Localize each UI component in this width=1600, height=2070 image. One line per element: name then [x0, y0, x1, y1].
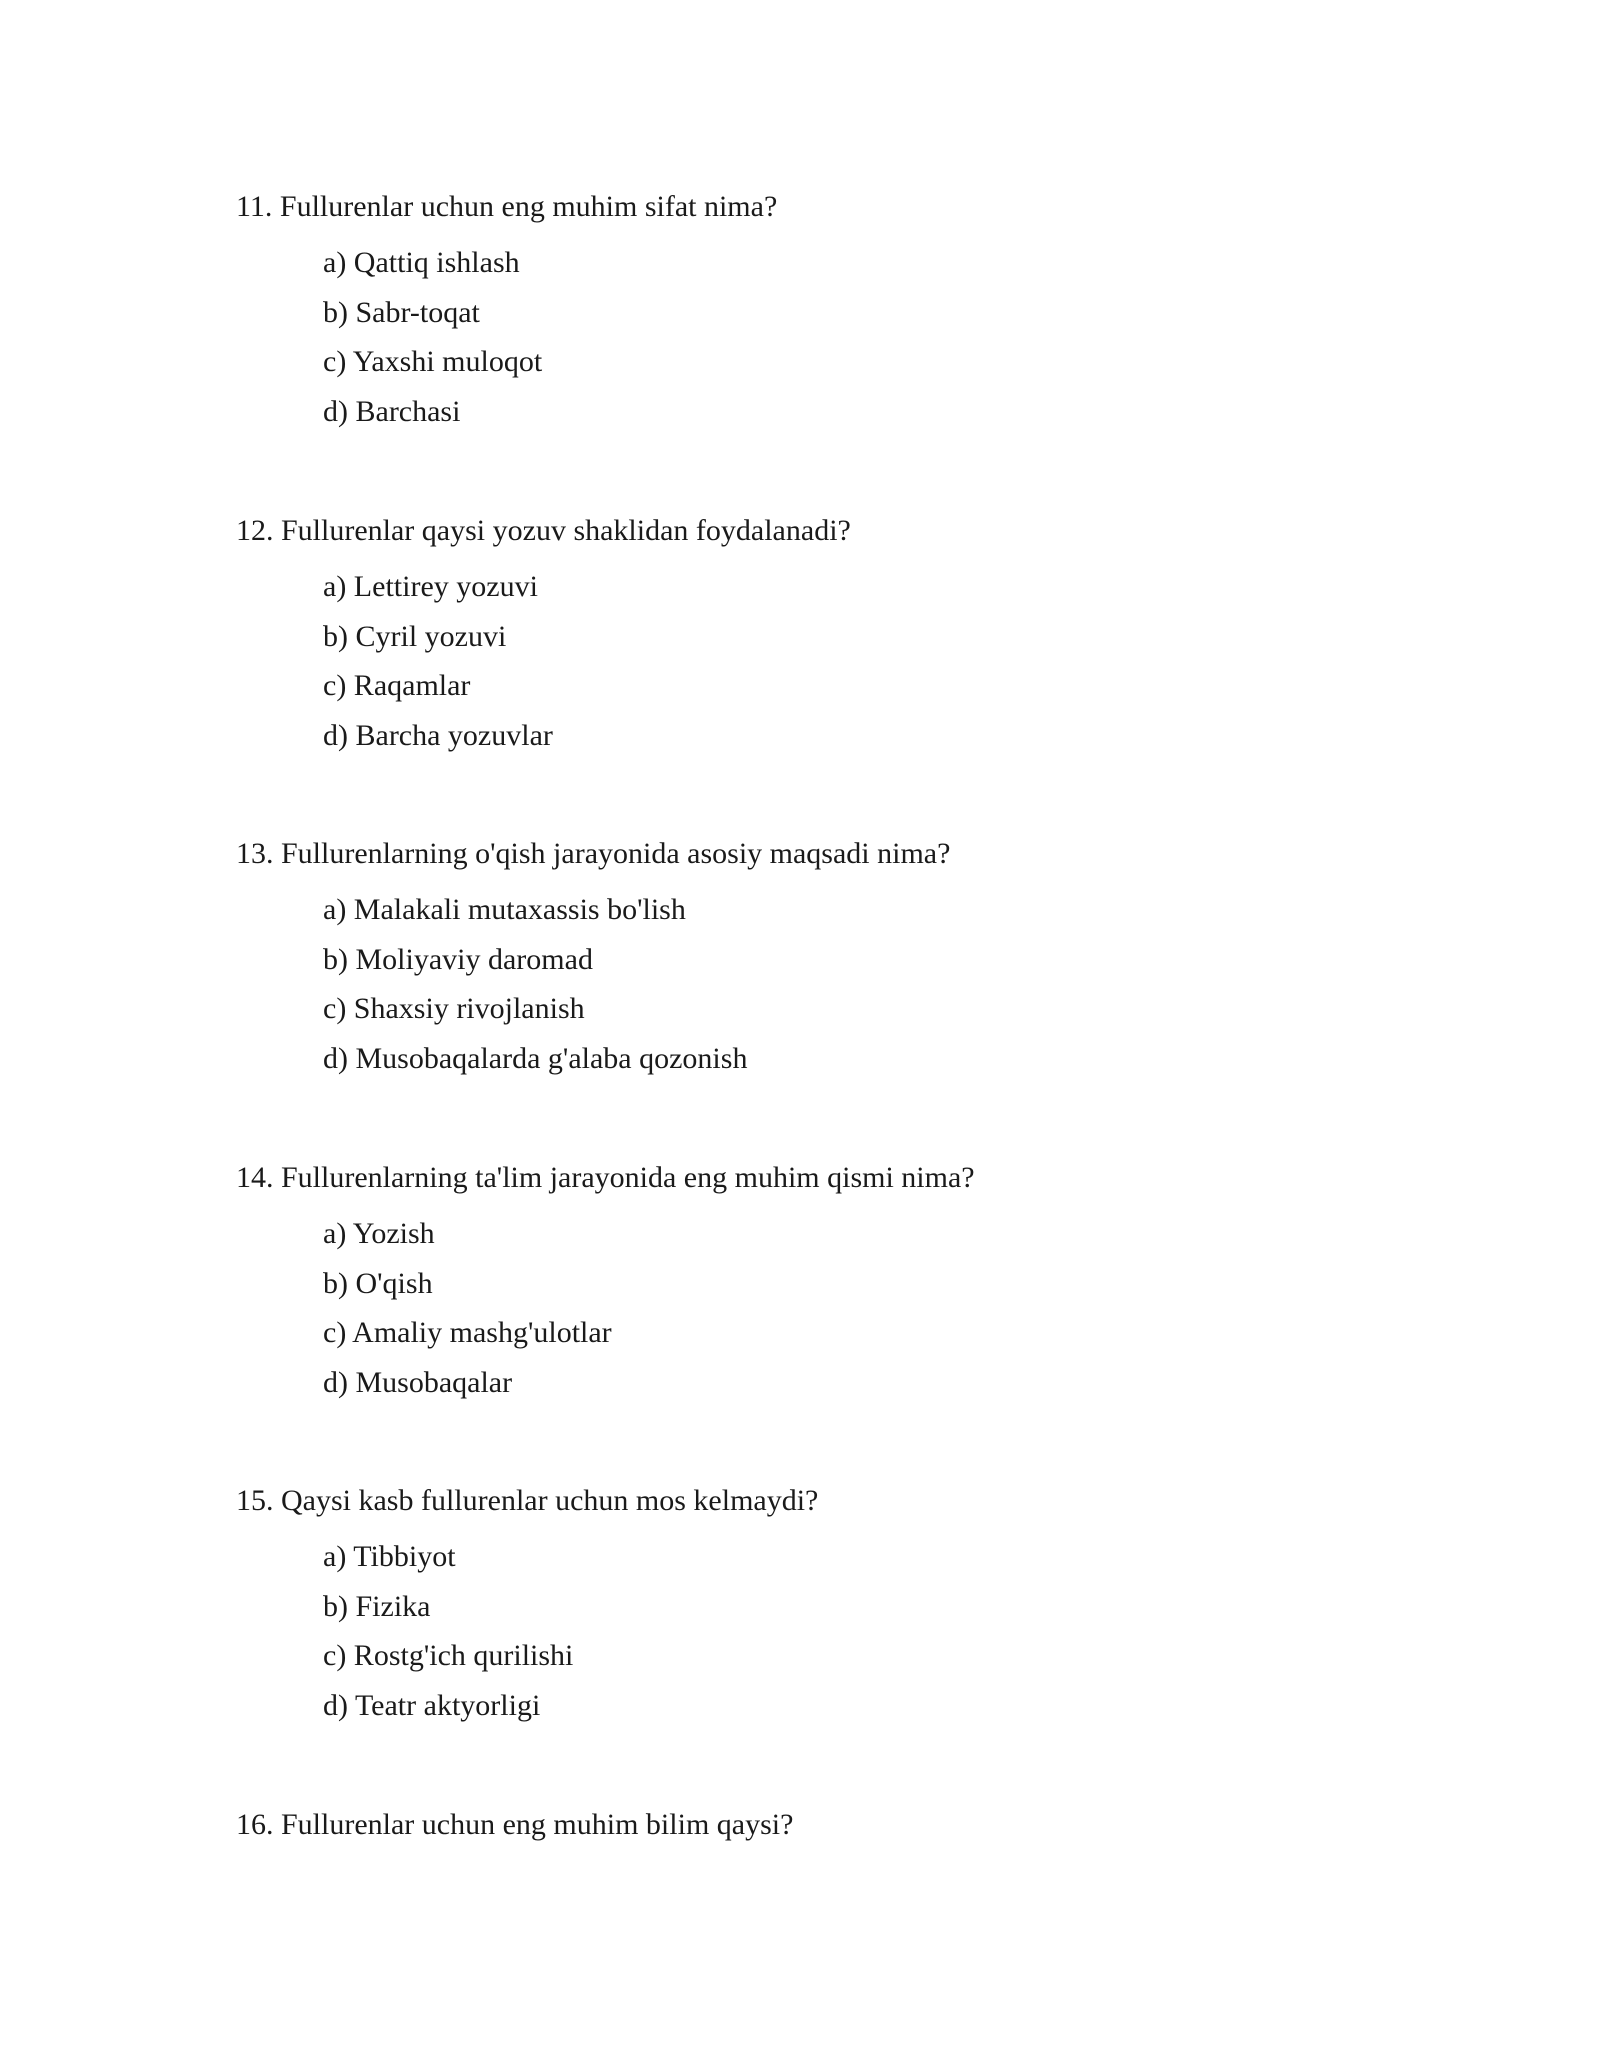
- option-a: a) Tibbiyot: [323, 1540, 456, 1573]
- option-c: c) Rostg'ich qurilishi: [323, 1639, 574, 1672]
- option-a: a) Yozish: [323, 1217, 435, 1250]
- option-b: b) O'qish: [323, 1266, 433, 1300]
- option-a: a) Malakali mutaxassis bo'lish: [323, 893, 686, 926]
- option-c: c) Shaxsiy rivojlanish: [323, 992, 585, 1025]
- answer-options: [323, 1216, 1436, 1414]
- question-11: [236, 189, 1436, 443]
- answer-options: [323, 569, 1436, 767]
- option-b: b) Cyril yozuvi: [323, 619, 507, 653]
- option-b: b) Fizika: [323, 1589, 431, 1623]
- option-c: c) Yaxshi muloqot: [323, 345, 543, 378]
- question-14: [236, 1160, 1436, 1414]
- option-b: b) Moliyaviy daromad: [323, 942, 593, 976]
- question-text: 16. Fullurenlar uchun eng muhim bilim qaysi?: [236, 1808, 794, 1841]
- answer-options: [323, 892, 1436, 1090]
- question-12: [236, 513, 1436, 767]
- answer-options: [323, 245, 1436, 443]
- option-c: c) Raqamlar: [323, 669, 471, 702]
- option-d: d) Teatr aktyorligi: [323, 1688, 541, 1722]
- question-13: [236, 836, 1436, 1090]
- option-c: c) Amaliy mashg'ulotlar: [323, 1316, 612, 1349]
- question-16: [236, 1807, 1436, 1843]
- question-15: [236, 1483, 1436, 1737]
- option-d: d) Musobaqalarda g'alaba qozonish: [323, 1041, 748, 1075]
- question-text: 15. Qaysi kasb fullurenlar uchun mos kelmaydi?: [236, 1484, 819, 1517]
- answer-options: [323, 1539, 1436, 1737]
- option-d: d) Barcha yozuvlar: [323, 718, 553, 752]
- question-text: 14. Fullurenlarning ta'lim jarayonida eng muhim qismi nima?: [236, 1161, 975, 1194]
- question-text: 12. Fullurenlar qaysi yozuv shaklidan foydalanadi?: [236, 514, 851, 547]
- option-b: b) Sabr-toqat: [323, 295, 480, 329]
- option-a: a) Lettirey yozuvi: [323, 570, 538, 603]
- question-text: 13. Fullurenlarning o'qish jarayonida asosiy maqsadi nima?: [236, 837, 951, 870]
- option-d: d) Musobaqalar: [323, 1365, 513, 1399]
- option-a: a) Qattiq ishlash: [323, 246, 520, 279]
- question-text: 11. Fullurenlar uchun eng muhim sifat nima?: [236, 190, 778, 223]
- option-d: d) Barchasi: [323, 394, 461, 428]
